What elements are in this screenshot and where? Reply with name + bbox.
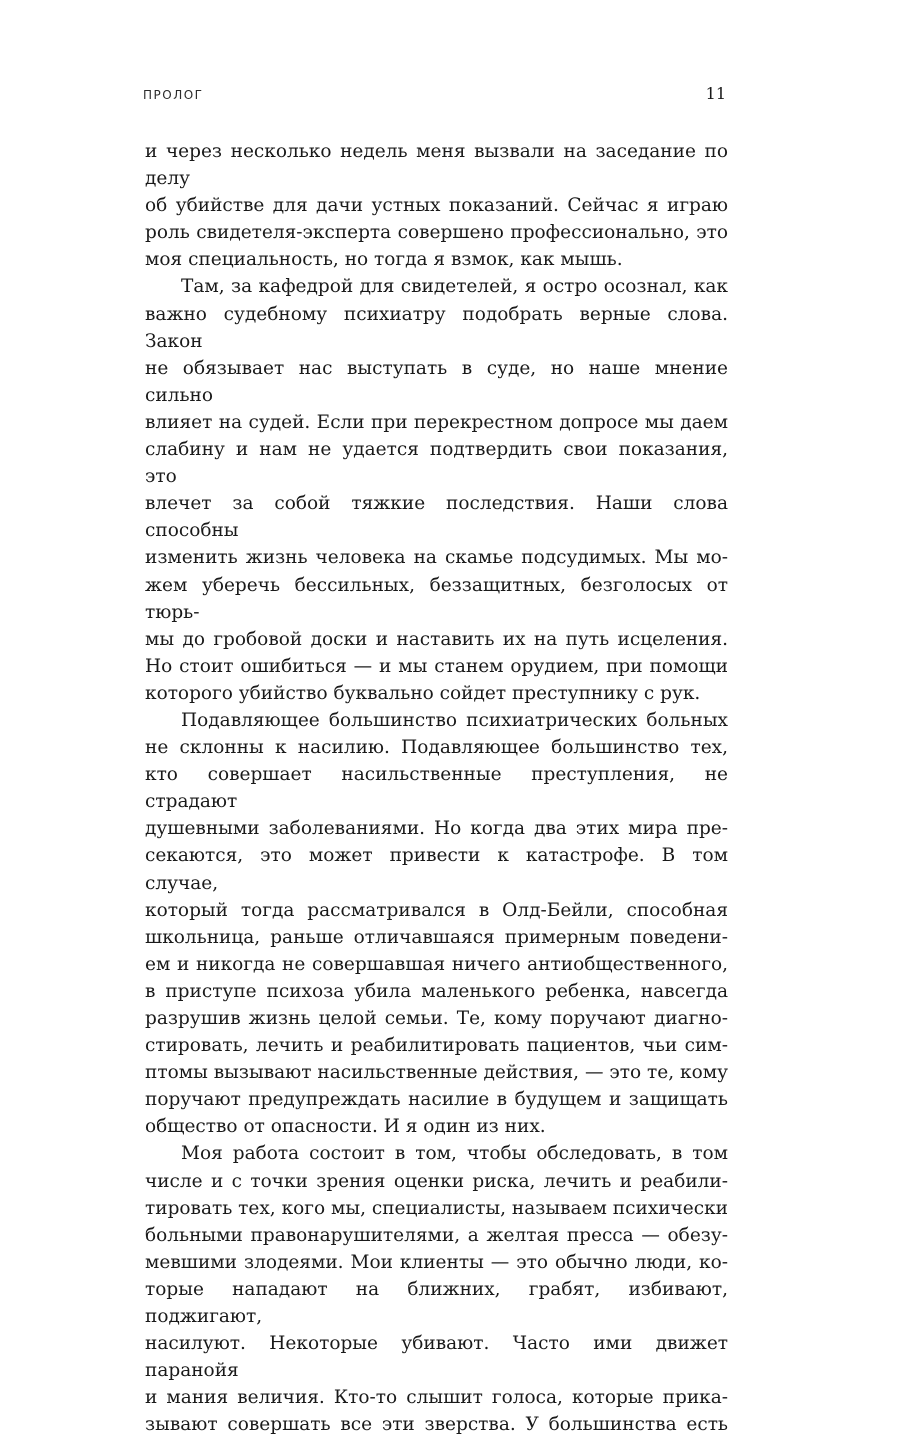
text-line: и мания величия. Кто-то слышит голоса, которые прика- bbox=[145, 1387, 728, 1409]
text-line: больными правонарушителями, а желтая пресса — обезу- bbox=[145, 1224, 728, 1246]
text-line: об убийстве для дачи устных показаний. Сейчас я играю bbox=[145, 195, 728, 217]
text-line: влечет за собой тяжкие последствия. Наши слова способны bbox=[145, 493, 728, 542]
text-line: стировать, лечить и реабилитировать пациентов, чьи сим- bbox=[145, 1035, 728, 1057]
text-line: числе и с точки зрения оценки риска, лечить и реабили- bbox=[145, 1170, 728, 1192]
paragraph bbox=[145, 707, 728, 1141]
text-line: и через несколько недель меня вызвали на заседание по делу bbox=[145, 141, 728, 190]
text-line: секаются, это может привести к катастрофе. В том случае, bbox=[145, 845, 728, 894]
text-line: кто совершает насильственные преступления, не страдают bbox=[145, 764, 728, 813]
text-line: школьница, раньше отличавшаяся примерным поведени- bbox=[145, 926, 728, 948]
text-line: изменить жизнь человека на скамье подсудимых. Мы мо- bbox=[145, 547, 728, 569]
text-line: торые нападают на ближних, грабят, избивают, поджигают, bbox=[145, 1278, 728, 1328]
text-line: моя специальность, но тогда я взмок, как мышь. bbox=[145, 249, 623, 271]
text-line: которого убийство буквально сойдет преступнику с рук. bbox=[145, 682, 701, 704]
running-head: ПРОЛОГ bbox=[143, 88, 204, 102]
body-text bbox=[145, 138, 728, 1439]
text-line: Подавляющее большинство психиатрических больных bbox=[181, 709, 728, 731]
paragraph bbox=[145, 138, 728, 273]
text-line: душевными заболеваниями. Но когда два этих мира пре- bbox=[145, 818, 728, 840]
text-line: Моя работа состоит в том, чтобы обследовать, в том bbox=[181, 1143, 728, 1165]
text-line: Но стоит ошибиться — и мы станем орудием, при помощи bbox=[145, 655, 728, 677]
text-line: не обязывает нас выступать в суде, но наше мнение сильно bbox=[145, 357, 728, 406]
text-line: птомы вызывают насильственные действия, — это те, кому bbox=[145, 1062, 728, 1084]
text-line: не склонны к насилию. Подавляющее большинство тех, bbox=[145, 737, 728, 759]
text-line: тировать тех, кого мы, специалисты, называем психически bbox=[145, 1197, 728, 1219]
text-line: роль свидетеля-эксперта совершено профессионально, это bbox=[145, 222, 728, 244]
text-line: мевшими злодеями. Мои клиенты — это обычно люди, ко- bbox=[145, 1251, 728, 1273]
text-line: зывают совершать все эти зверства. У большинства есть bbox=[145, 1414, 728, 1436]
text-line: жем уберечь бессильных, беззащитных, безголосых от тюрь- bbox=[145, 574, 728, 623]
text-line: Там, за кафедрой для свидетелей, я остро осознал, как bbox=[181, 276, 728, 298]
text-line: ем и никогда не совершавшая ничего антиобщественного, bbox=[145, 953, 728, 975]
text-line: который тогда рассматривался в Олд-Бейли, способная bbox=[145, 899, 728, 921]
paragraph bbox=[145, 273, 728, 707]
text-line: слабину и нам не удается подтвердить свои показания, это bbox=[145, 439, 728, 488]
text-line: мы до гробовой доски и наставить их на путь исцеления. bbox=[145, 628, 728, 650]
text-line: поручают предупреждать насилие в будущем и защищать bbox=[145, 1089, 728, 1111]
text-line: влияет на судей. Если при перекрестном допросе мы даем bbox=[145, 411, 728, 433]
text-line: разрушив жизнь целой семьи. Те, кому поручают диагно- bbox=[145, 1008, 728, 1029]
text-line: общество от опасности. И я один из них. bbox=[145, 1116, 546, 1138]
text-line: важно судебному психиатру подобрать верные слова. Закон bbox=[145, 303, 728, 352]
text-line: в приступе психоза убила маленького ребенка, навсегда bbox=[145, 980, 728, 1002]
paragraph bbox=[145, 1140, 728, 1438]
text-line: насилуют. Некоторые убивают. Часто ими движет паранойя bbox=[145, 1333, 728, 1382]
page-number: 11 bbox=[705, 84, 726, 103]
